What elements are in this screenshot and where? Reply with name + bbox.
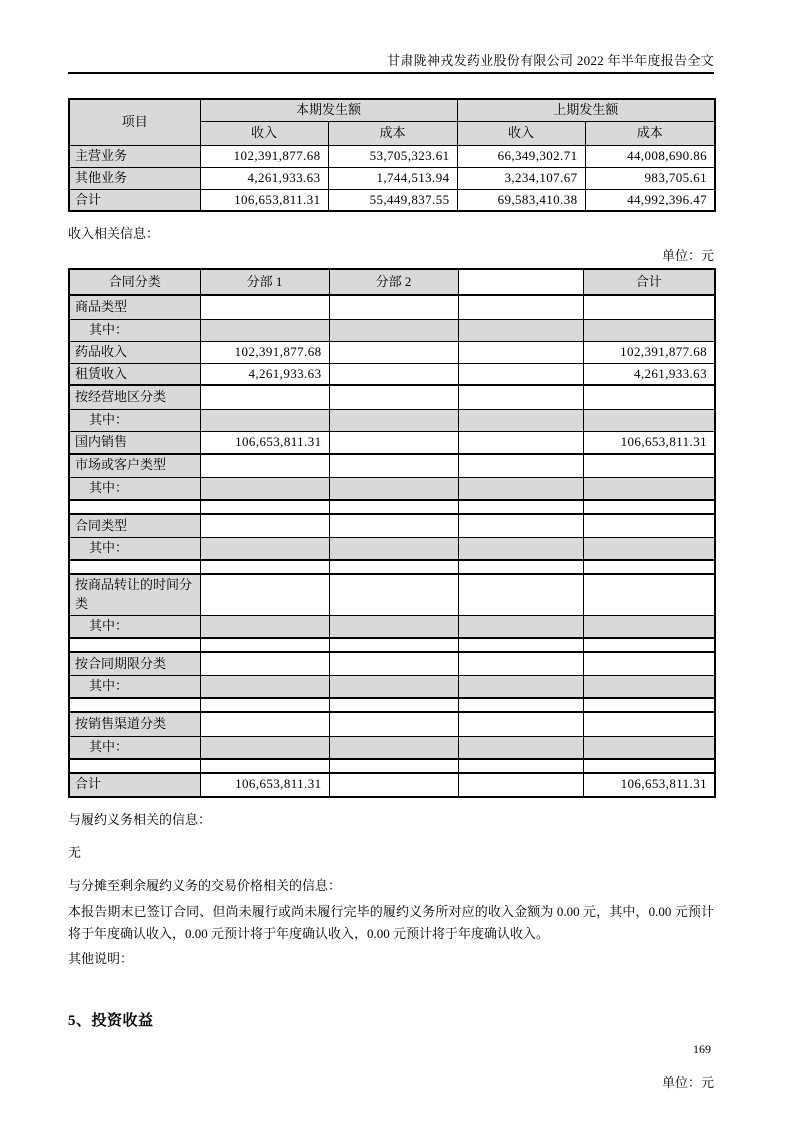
row-value-cell — [329, 615, 458, 637]
col-header-total: 合计 — [583, 269, 715, 295]
row-value-cell: 53,705,323.61 — [328, 145, 457, 167]
row-value-cell: 106,653,811.31 — [583, 431, 715, 453]
row-value-cell — [458, 773, 583, 797]
row-value-cell — [200, 478, 329, 500]
row-value-cell — [458, 759, 583, 773]
row-value-cell — [329, 698, 458, 712]
row-value-cell — [458, 478, 583, 500]
row-label-cell: 国内销售 — [69, 431, 200, 453]
contract-table-row — [69, 736, 715, 758]
row-value-cell — [329, 538, 458, 560]
col-header-current-revenue: 收入 — [200, 121, 328, 145]
header-divider — [68, 72, 714, 74]
col-header-current-period: 本期发生额 — [200, 99, 457, 121]
row-label-cell — [69, 638, 200, 652]
contract-table-row — [69, 712, 715, 736]
contract-table-row — [69, 514, 715, 538]
row-value-cell — [583, 676, 715, 698]
row-value-cell — [329, 712, 458, 736]
row-value-cell — [583, 698, 715, 712]
row-value-cell — [458, 295, 583, 319]
table-total-row — [69, 189, 715, 211]
row-value-cell — [200, 736, 329, 758]
row-value-cell — [458, 514, 583, 538]
row-value-cell — [200, 454, 329, 478]
row-label-cell: 其中： — [69, 736, 200, 758]
col-header-blank — [458, 269, 583, 295]
row-value-cell — [329, 773, 458, 797]
document-header-title: 甘肃陇神戎发药业股份有限公司 2022 年半年度报告全文 — [387, 53, 714, 68]
row-label-cell: 合计 — [69, 189, 200, 211]
row-label-cell: 药品收入 — [69, 341, 200, 363]
row-label-cell: 其中： — [69, 409, 200, 431]
contract-table-row — [69, 574, 715, 615]
row-value-cell — [200, 712, 329, 736]
row-value-cell — [329, 500, 458, 514]
col-header-item: 项目 — [69, 99, 200, 145]
row-value-cell: 983,705.61 — [585, 167, 715, 189]
contract-table-row — [69, 652, 715, 676]
row-value-cell — [583, 615, 715, 637]
row-value-cell: 106,653,811.31 — [200, 431, 329, 453]
row-label-cell: 主营业务 — [69, 145, 200, 167]
contract-table-row — [69, 385, 715, 409]
row-value-cell — [458, 538, 583, 560]
row-value-cell — [583, 409, 715, 431]
row-value-cell — [200, 638, 329, 652]
row-value-cell: 66,349,302.71 — [457, 145, 585, 167]
table-header-row — [69, 269, 715, 295]
row-value-cell — [458, 652, 583, 676]
row-value-cell — [458, 736, 583, 758]
row-value-cell — [200, 409, 329, 431]
row-label-cell: 按商品转让的时间分类 — [69, 574, 200, 615]
row-value-cell — [329, 409, 458, 431]
row-value-cell — [458, 363, 583, 385]
page-number: 169 — [693, 1042, 711, 1056]
row-value-cell — [200, 698, 329, 712]
row-value-cell — [329, 652, 458, 676]
row-value-cell — [583, 736, 715, 758]
allocation-label: 与分摊至剩余履约义务的交易价格相关的信息： — [68, 877, 342, 893]
row-value-cell — [329, 736, 458, 758]
row-value-cell: 102,391,877.68 — [200, 341, 329, 363]
row-value-cell — [200, 514, 329, 538]
row-label-cell: 其中： — [69, 478, 200, 500]
col-header-segment-2: 分部 2 — [329, 269, 458, 295]
row-value-cell — [583, 454, 715, 478]
row-value-cell: 106,653,811.31 — [200, 773, 329, 797]
row-value-cell — [200, 500, 329, 514]
row-value-cell — [329, 431, 458, 453]
row-label-cell: 其他业务 — [69, 167, 200, 189]
contract-table-row — [69, 341, 715, 363]
table-row — [69, 145, 715, 167]
row-value-cell — [583, 652, 715, 676]
row-value-cell: 1,744,513.94 — [328, 167, 457, 189]
row-value-cell — [329, 295, 458, 319]
row-value-cell: 102,391,877.68 — [583, 341, 715, 363]
row-value-cell — [329, 341, 458, 363]
contract-table-row — [69, 478, 715, 500]
row-value-cell — [458, 341, 583, 363]
row-value-cell — [329, 676, 458, 698]
row-value-cell — [458, 409, 583, 431]
performance-obligation-label: 与履约义务相关的信息： — [68, 811, 212, 827]
contract-classification-table — [68, 268, 716, 797]
row-value-cell — [200, 295, 329, 319]
row-label-cell: 合同类型 — [69, 514, 200, 538]
row-value-cell — [329, 454, 458, 478]
row-label-cell: 其中： — [69, 676, 200, 698]
page-content — [68, 0, 714, 1091]
row-value-cell — [458, 431, 583, 453]
contract-table-row — [69, 676, 715, 698]
row-value-cell — [200, 538, 329, 560]
row-value-cell — [583, 574, 715, 615]
row-value-cell — [458, 574, 583, 615]
row-value-cell — [583, 295, 715, 319]
row-value-cell — [583, 538, 715, 560]
row-value-cell: 3,234,107.67 — [457, 167, 585, 189]
row-value-cell: 55,449,837.55 — [328, 189, 457, 211]
unit-label: 单位：元 — [661, 248, 714, 264]
row-value-cell — [200, 319, 329, 341]
revenue-cost-table — [68, 98, 716, 212]
row-label-cell — [69, 500, 200, 514]
row-value-cell — [583, 638, 715, 652]
row-value-cell — [329, 478, 458, 500]
col-header-previous-period: 上期发生额 — [457, 99, 715, 121]
col-header-previous-cost: 成本 — [585, 121, 715, 145]
row-value-cell: 4,261,933.63 — [583, 363, 715, 385]
row-value-cell — [583, 759, 715, 773]
contract-table-body — [69, 295, 715, 796]
row-value-cell — [583, 514, 715, 538]
section-5-heading: 5、投资收益 — [68, 1012, 154, 1029]
row-value-cell — [329, 514, 458, 538]
row-value-cell — [200, 759, 329, 773]
row-value-cell — [200, 560, 329, 574]
contract-table-row — [69, 319, 715, 341]
contract-table-row — [69, 295, 715, 319]
row-label-cell — [69, 759, 200, 773]
row-value-cell — [458, 712, 583, 736]
row-label-cell: 合计 — [69, 773, 200, 797]
row-value-cell — [458, 319, 583, 341]
table-header-row — [69, 99, 715, 121]
row-value-cell: 69,583,410.38 — [457, 189, 585, 211]
row-value-cell: 44,008,690.86 — [585, 145, 715, 167]
row-label-cell: 市场或客户类型 — [69, 454, 200, 478]
row-value-cell — [583, 385, 715, 409]
contract-table-row — [69, 409, 715, 431]
row-value-cell — [329, 560, 458, 574]
contract-table-row — [69, 560, 715, 574]
row-label-cell: 按经营地区分类 — [69, 385, 200, 409]
row-value-cell — [458, 698, 583, 712]
col-header-contract-class: 合同分类 — [69, 269, 200, 295]
row-value-cell — [583, 500, 715, 514]
row-value-cell — [200, 652, 329, 676]
other-note-label: 其他说明： — [68, 950, 134, 966]
row-label-cell — [69, 560, 200, 574]
row-value-cell — [583, 319, 715, 341]
contract-table-row — [69, 538, 715, 560]
row-value-cell — [329, 759, 458, 773]
contract-table-row — [69, 500, 715, 514]
row-value-cell — [329, 319, 458, 341]
col-header-previous-revenue: 收入 — [457, 121, 585, 145]
allocation-paragraph: 本报告期末已签订合同、但尚未履行或尚未履行完毕的履约义务所对应的收入金额为 0.00 元，其中，0.00 元预计将于年度确认收入，0.00 元预计将于年度确认收入，0.00 元预计将于年度确认收入。 — [68, 903, 714, 941]
row-value-cell — [458, 676, 583, 698]
row-value-cell — [458, 454, 583, 478]
row-value-cell — [329, 385, 458, 409]
row-label-cell: 其中： — [69, 319, 200, 341]
row-label-cell: 商品类型 — [69, 295, 200, 319]
row-value-cell: 44,992,396.47 — [585, 189, 715, 211]
row-value-cell — [329, 363, 458, 385]
row-label-cell: 其中： — [69, 615, 200, 637]
contract-table-row — [69, 759, 715, 773]
revenue-info-label: 收入相关信息： — [68, 226, 160, 242]
contract-table-row — [69, 615, 715, 637]
row-value-cell — [583, 560, 715, 574]
row-value-cell: 4,261,933.63 — [200, 167, 328, 189]
row-value-cell: 106,653,811.31 — [200, 189, 328, 211]
contract-table-row — [69, 638, 715, 652]
row-value-cell — [200, 385, 329, 409]
contract-table-row — [69, 431, 715, 453]
row-value-cell — [458, 615, 583, 637]
row-value-cell — [329, 574, 458, 615]
row-value-cell: 4,261,933.63 — [200, 363, 329, 385]
contract-table-row — [69, 454, 715, 478]
col-header-current-cost: 成本 — [328, 121, 457, 145]
none-text: 无 — [68, 844, 82, 860]
table-row — [69, 167, 715, 189]
row-value-cell — [200, 615, 329, 637]
row-label-cell: 按合同期限分类 — [69, 652, 200, 676]
row-value-cell — [200, 676, 329, 698]
contract-table-row — [69, 363, 715, 385]
row-value-cell: 102,391,877.68 — [200, 145, 328, 167]
row-value-cell — [200, 574, 329, 615]
row-label-cell: 按销售渠道分类 — [69, 712, 200, 736]
row-value-cell — [583, 478, 715, 500]
row-value-cell — [329, 638, 458, 652]
row-label-cell: 租赁收入 — [69, 363, 200, 385]
row-value-cell: 106,653,811.31 — [583, 773, 715, 797]
contract-table-row — [69, 773, 715, 797]
row-label-cell — [69, 698, 200, 712]
row-label-cell: 其中： — [69, 538, 200, 560]
unit-label-section-5: 单位：元 — [661, 1074, 714, 1090]
row-value-cell — [458, 638, 583, 652]
row-value-cell — [458, 385, 583, 409]
row-value-cell — [583, 712, 715, 736]
contract-table-row — [69, 698, 715, 712]
col-header-segment-1: 分部 1 — [200, 269, 329, 295]
row-value-cell — [458, 500, 583, 514]
row-value-cell — [458, 560, 583, 574]
